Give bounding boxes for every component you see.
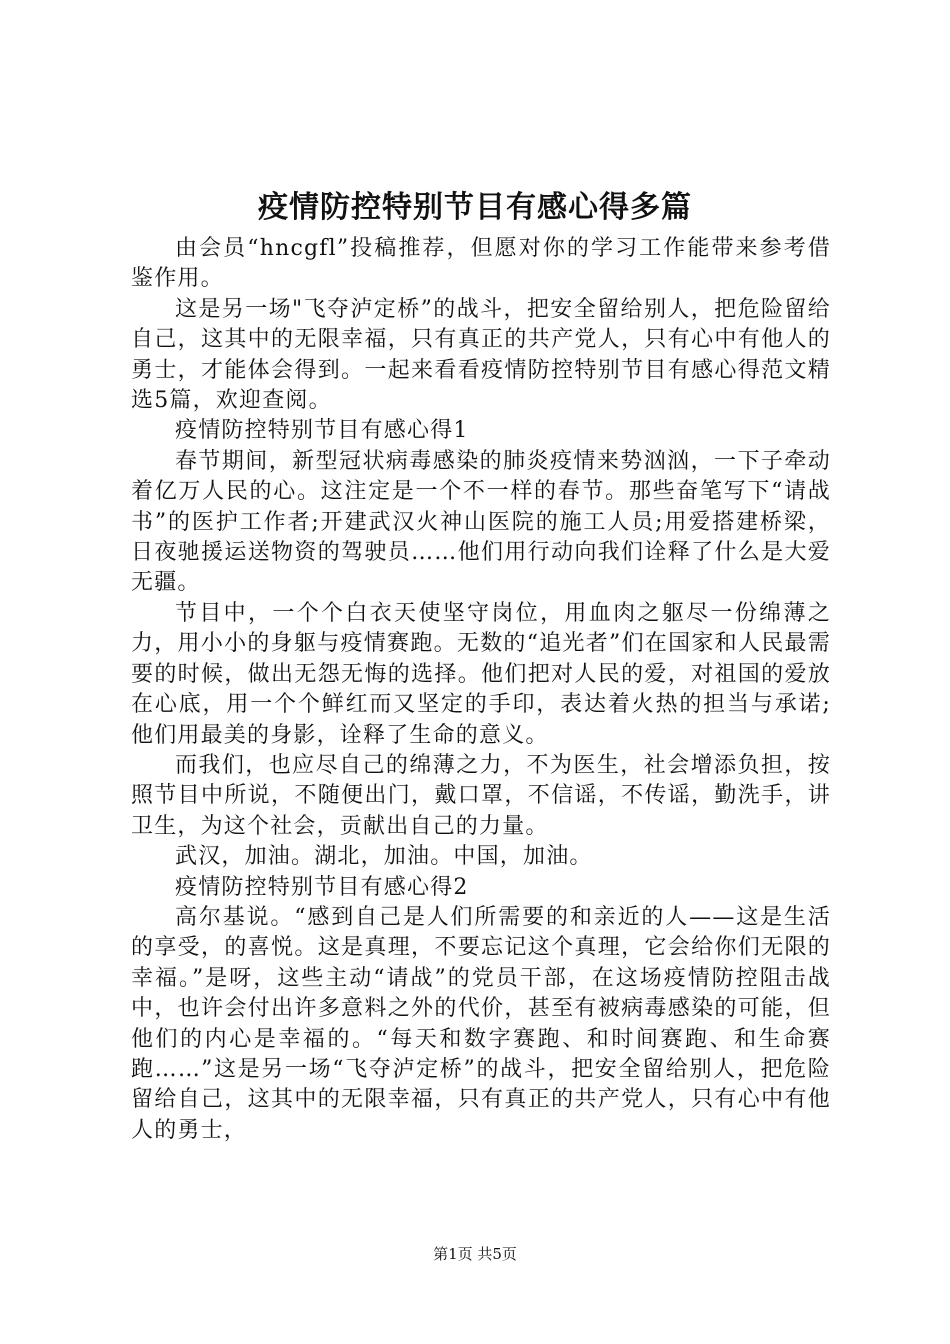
body-paragraph: 而我们，也应尽自己的绵薄之力，不为医生，社会增添负担，按照节目中所说，不随便出门，戴口罩，不信谣，不传谣，勤洗手，讲卫生，为这个社会，贡献出自己的力量。 [131,752,831,839]
document-body [131,234,831,1146]
body-paragraph: 春节期间，新型冠状病毒感染的肺炎疫情来势汹汹，一下子牵动着亿万人民的心。这注定是一个不一样的春节。那些奋笔写下“请战书”的医护工作者;开建武汉火神山医院的施工人员;用爱搭建桥梁，日夜驰援运送物资的驾驶员……他们用行动向我们诠释了什么是大爱无疆。 [131,448,831,596]
document-title: 疫情防控特别节目有感心得多篇 [258,190,692,225]
section-heading-2: 疫情防控特别节目有感心得2 [175,874,469,900]
intro-paragraph: 由会员“hncgfl”投稿推荐，但愿对你的学习工作能带来参考借鉴作用。 [131,236,831,292]
page-footer: 第1页 共5页 [433,1245,517,1263]
section-heading-1: 疫情防控特别节目有感心得1 [175,418,469,444]
body-paragraph: 节目中，一个个白衣天使坚守岗位，用血肉之躯尽一份绵薄之力，用小小的身躯与疫情赛跑。无数的“追光者”们在国家和人民最需要的时候，做出无怨无悔的选择。他们把对人民的爱，对祖国的爱放在心底，用一个个鲜红而又坚定的手印，表达着火热的担当与承诺;他们用最美的身影，诠释了生命的意义。 [131,600,831,748]
body-paragraph: 高尔基说。“感到自己是人们所需要的和亲近的人——这是生活的享受，的喜悦。这是真理，不要忘记这个真理，它会给你们无限的幸福。”是呀，这些主动“请战”的党员干部，在这场疫情防控阻击战中，也许会付出许多意料之外的代价，甚至有被病毒感染的可能，但他们的内心是幸福的。“每天和数字赛跑、和时间赛跑、和生命赛跑……”这是另一场“飞夺泸定桥”的战斗，把安全留给别人，把危险留给自己，这其中的无限幸福，只有真正的共产党人，只有心中有他人的勇士， [131,904,831,1143]
body-paragraph: 武汉，加油。湖北，加油。中国，加油。 [175,844,593,870]
summary-paragraph: 这是另一场"飞夺泸定桥”的战斗，把安全留给别人，把危险留给自己，这其中的无限幸福，只有真正的共产党人，只有心中有他人的勇士，才能体会得到。一起来看看疫情防控特别节目有感心得范文精选5篇，欢迎查阅。 [131,296,831,414]
